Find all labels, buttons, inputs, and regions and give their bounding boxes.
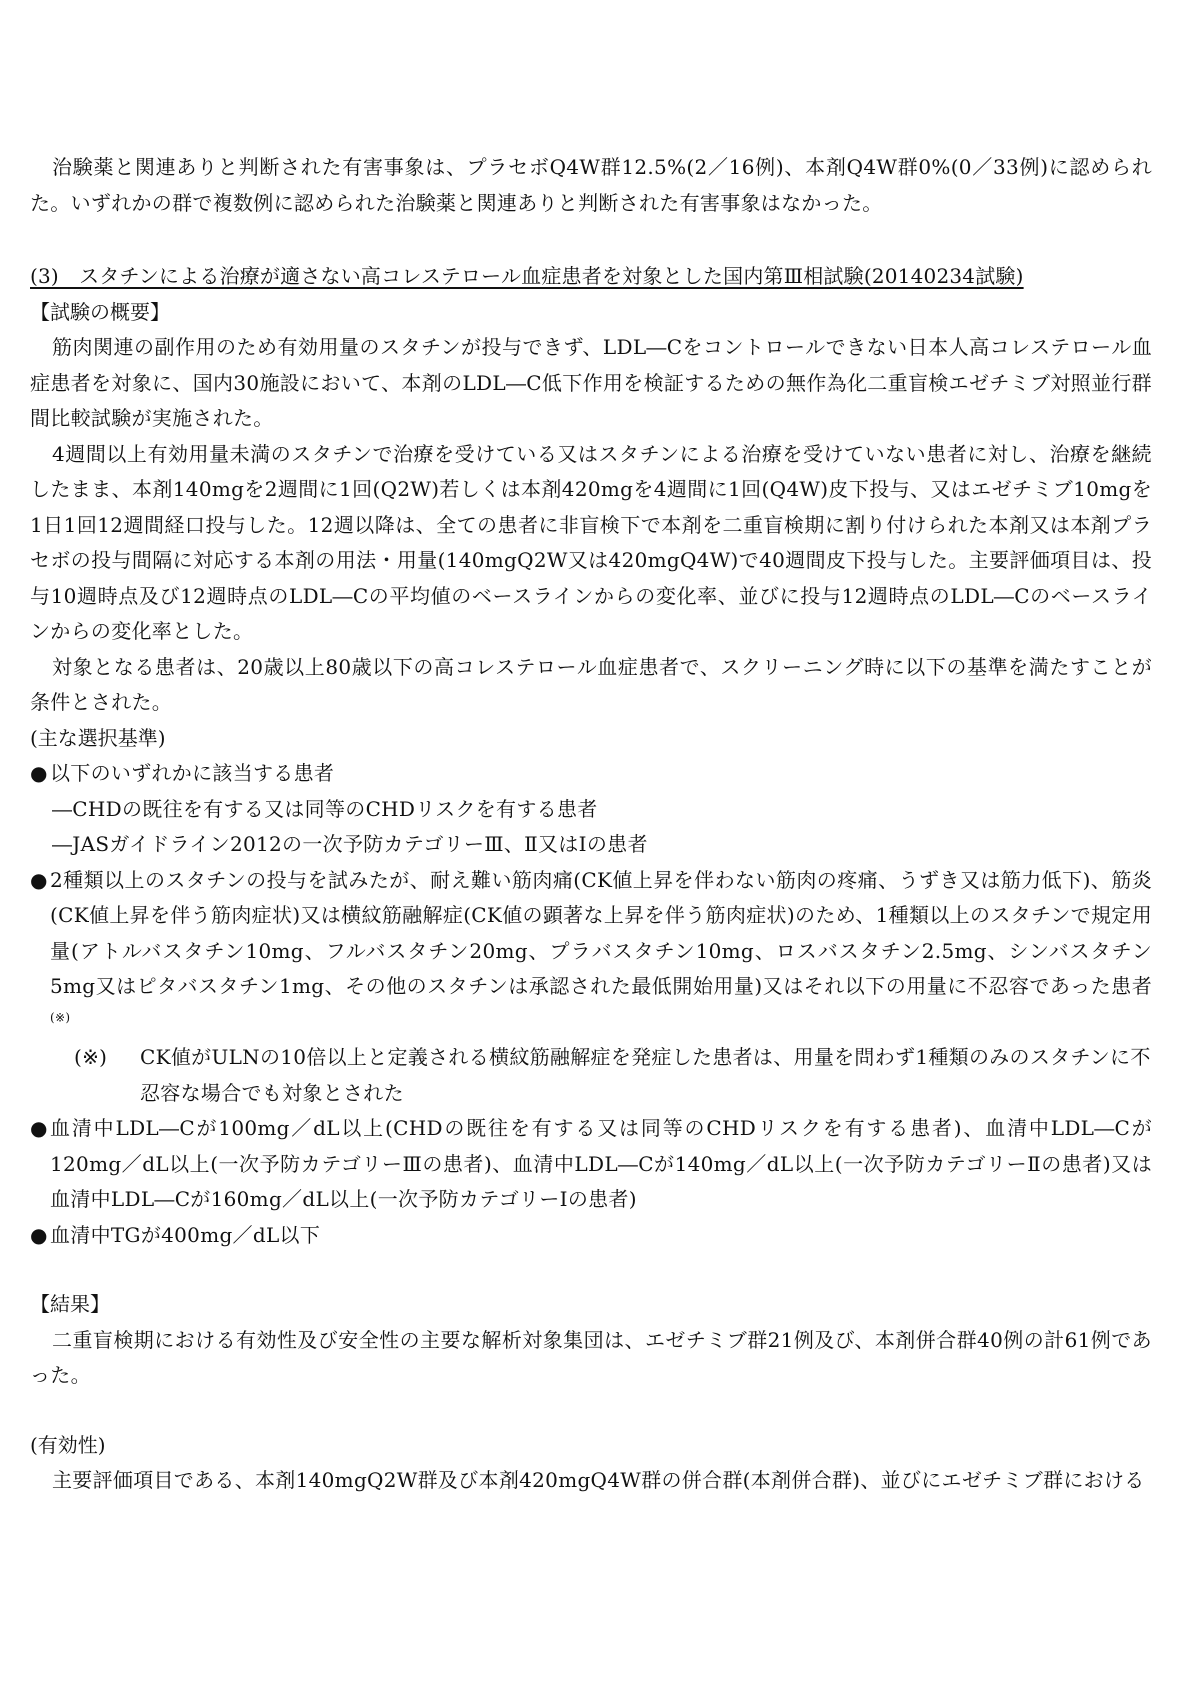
bullet-text: 2種類以上のスタチンの投与を試みたが、耐え難い筋肉痛(CK値上昇を伴わない筋肉の疼痛、うずき又は筋力低下)、筋炎(CK値上昇を伴う筋肉症状)又は横紋筋融解症(CK値の顕著な上昇を伴う筋肉症状)のため、1種類以上のスタチンで規定用量(アトルバスタチン10mg、フルバスタチン20mg、プラバスタチン10mg、ロスバスタチン2.5mg、シンバスタチン5mg又はピタバスタチン1mg、その他のスタチンは承認された最低開始用量)又はそれ以下の用量に不忍容であった患者 [50, 867, 1152, 998]
bullet-icon: ● [30, 867, 48, 892]
overview-paragraph-3: 対象となる患者は、20歳以上80歳以下の高コレステロール血症患者で、スクリーニング時に以下の基準を満たすことが条件とされた。 [30, 654, 1152, 714]
section-heading: (3) スタチンによる治療が適さない高コレステロール血症患者を対象とした国内第Ⅲ相試験(20140234試験) [30, 264, 1024, 288]
document-page [30, 150, 1152, 1499]
bullet-text: 血清中LDL―Cが100mg／dL以上(CHDの既往を有する又は同等のCHDリスクを有する患者)、血清中LDL―Cが120mg／dL以上(一次予防カテゴリーⅢの患者)、血清中LDL―Cが140mg／dL以上(一次予防カテゴリーⅡの患者)又は血清中LDL―Cが160mg／dL以上(一次予防カテゴリーⅠの患者) [50, 1116, 1152, 1211]
results-paragraph: 二重盲検期における有効性及び安全性の主要な解析対象集団は、エゼチミブ群21例及び、本剤併合群40例の計61例であった。 [30, 1327, 1152, 1387]
criteria-bullet-3 [30, 1111, 1152, 1218]
results-label: 【結果】 [30, 1292, 110, 1316]
bullet-icon: ● [30, 1116, 48, 1140]
spacer [30, 1253, 1152, 1287]
bullet-text: 以下のいずれかに該当する患者 [50, 761, 335, 785]
footnote-reference: (※) [50, 1009, 71, 1024]
criteria-label: (主な選択基準) [30, 725, 166, 750]
criteria-bullet-1 [30, 756, 1152, 792]
overview-paragraph-2: 4週間以上有効用量未満のスタチンで治療を受けている又はスタチンによる治療を受けていない患者に対し、治療を継続したまま、本剤140mgを2週間に1回(Q2W)若しくは本剤420mgを4週間に1回(Q4W)皮下投与、又はエゼチミブ10mgを1日1回12週間経口投与した。12週以降は、全ての患者に非盲検下で本剤を二重盲検期に割り付けられた本剤又は本剤プラセボの投与間隔に対応する本剤の用法・用量(140mgQ2W又は420mgQ4W)で40週間皮下投与した。主要評価項目は、投与10週時点及び12週時点のLDL―Cの平均値のベースラインからの変化率、並びに投与12週時点のLDL―Cのベースラインからの変化率とした。 [30, 441, 1152, 643]
footnote [30, 1040, 1152, 1111]
efficacy-label: (有効性) [30, 1432, 106, 1457]
bullet-icon: ● [30, 761, 48, 785]
criteria-subitem-1: ―CHDの既往を有する又は同等のCHDリスクを有する患者 [52, 796, 598, 821]
bullet-text: 血清中TGが400mg／dL以下 [50, 1222, 321, 1247]
footnote-text: CK値がULNの10倍以上と定義される横紋筋融解症を発症した患者は、用量を問わず1種類のみのスタチンに不忍容な場合でも対象とされた [140, 1045, 1151, 1105]
bullet-icon: ● [30, 1222, 48, 1247]
criteria-bullet-4 [30, 1218, 1152, 1254]
criteria-subitem-2: ―JASガイドライン2012の一次予防カテゴリーⅢ、Ⅱ又はⅠの患者 [52, 832, 648, 856]
criteria-bullet-2 [30, 863, 1152, 1041]
spacer [30, 1394, 1152, 1428]
efficacy-paragraph: 主要評価項目である、本剤140mgQ2W群及び本剤420mgQ4W群の併合群(本剤併合群)、並びにエゼチミブ群における [52, 1468, 1145, 1492]
spacer [30, 221, 1152, 259]
overview-label: 【試験の概要】 [30, 299, 170, 324]
overview-paragraph-1: 筋肉関連の副作用のため有効用量のスタチンが投与できず、LDL―Cをコントロールできない日本人高コレステロール血症患者を対象に、国内30施設において、本剤のLDL―C低下作用を検証するための無作為化二重盲検エゼチミブ対照並行群間比較試験が実施された。 [30, 335, 1152, 430]
footnote-mark: (※) [74, 1045, 108, 1069]
intro-paragraph: 治験薬と関連ありと判断された有害事象は、プラセボQ4W群12.5%(2／16例)、本剤Q4W群0%(0／33例)に認められた。いずれかの群で複数例に認められた治験薬と関連ありと判断された有害事象はなかった。 [30, 155, 1152, 215]
